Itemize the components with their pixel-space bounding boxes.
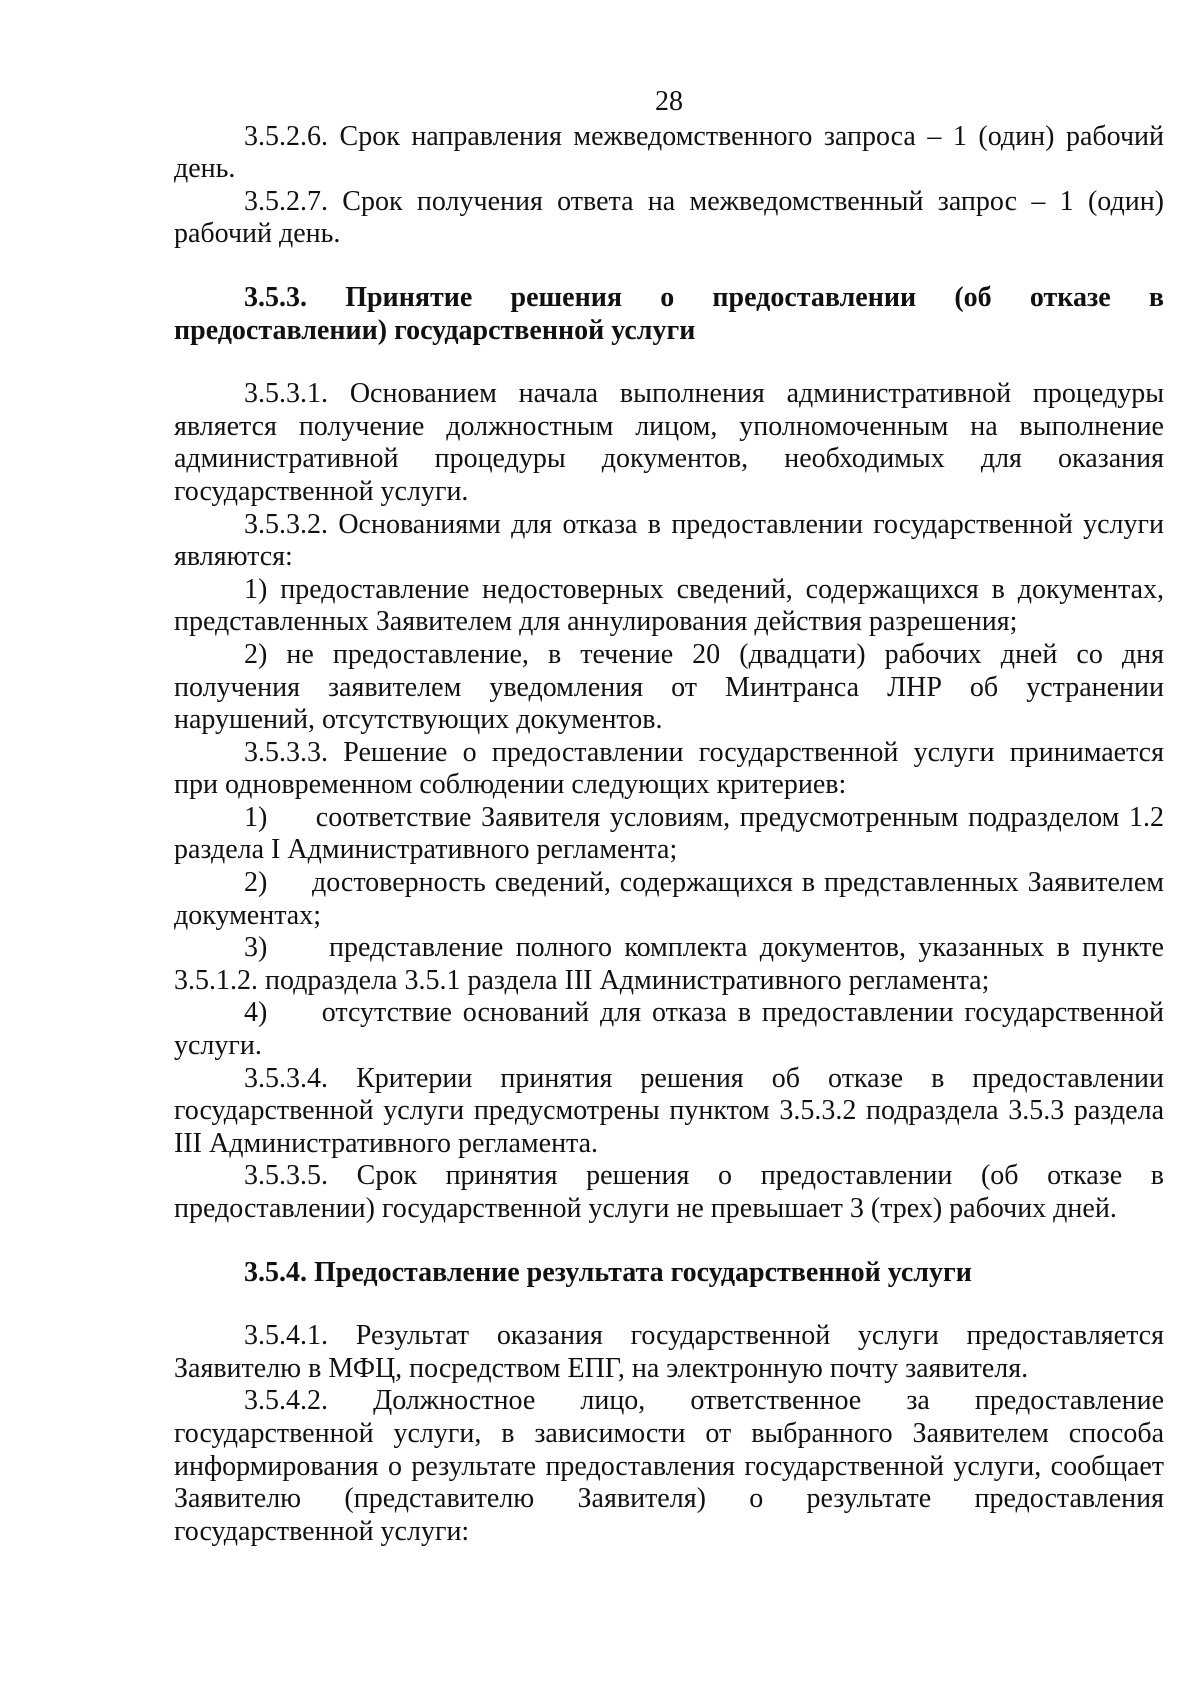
list-item-criteria-2: 2) достоверность сведений, содержащихся в представленных Заявителем документах; (174, 867, 1171, 931)
page-number: 28 (655, 86, 683, 117)
paragraph-3-5-4-1: 3.5.4.1. Результат оказания государственной услуги предоставляется Заявителю в МФЦ, посредством ЕПГ, на электронную почту заявителя. (174, 1320, 1164, 1384)
paragraph-3-5-3-4: 3.5.3.4. Критерии принятия решения об отказе в предоставлении государственной услуги предусмотрены пунктом 3.5.3.2 подраздела 3.5.3 раздела III Административного регламента. (174, 1062, 1164, 1159)
spacer (174, 1226, 1164, 1257)
paragraph-3-5-3-3: 3.5.3.3. Решение о предоставлении государственной услуги принимается при одновременном соблюдении следующих критериев: (174, 736, 1164, 801)
paragraph-3-5-3-1: 3.5.3.1. Основанием начала выполнения административной процедуры является получение должностным лицом, уполномоченным на выполнение административной процедуры документов, необходимых для оказания государственной услуги. (174, 378, 1164, 507)
paragraph-3-5-3-5: 3.5.3.5. Срок принятия решения о предоставлении (об отказе в предоставлении) государственной услуги не превышает 3 (трех) рабочих дней. (174, 1160, 1164, 1224)
list-item-criteria-4: 4) отсутствие оснований для отказа в предоставлении государственной услуги. (174, 997, 1171, 1062)
list-item-criteria-1: 1) соответствие Заявителя условиям, предусмотренным подразделом 1.2 раздела I Административного регламента; (174, 801, 1171, 866)
section-heading-3-5-3: 3.5.3. Принятие решения о предоставлении (об отказе в предоставлении) государственной услуги (174, 281, 1164, 346)
paragraph-3-5-3-2: 3.5.3.2. Основаниями для отказа в предоставлении государственной услуги являются: (174, 508, 1164, 573)
document-page (174, 86, 1171, 1548)
spacer (174, 251, 1164, 282)
paragraph-3-5-2-7: 3.5.2.7. Срок получения ответа на межведомственный запрос – 1 (один) рабочий день. (174, 185, 1164, 250)
list-item-refusal-1: 1) предоставление недостоверных сведений, содержащихся в документах, представленных Заявителем для аннулирования действия разрешения; (174, 573, 1164, 638)
spacer (174, 1289, 1164, 1320)
list-item-criteria-3: 3) представление полного комплекта документов, указанных в пункте 3.5.1.2. подраздела 3.5.1 раздела III Административного регламента; (174, 932, 1171, 996)
paragraph-3-5-4-2: 3.5.4.2. Должностное лицо, ответственное за предоставление государственной услуги, в зависимости от выбранного Заявителем способа информирования о результате предоставления государственной услуги, сообщает Заявителю (представителю Заявителя) о результате предоставления государственной услуги: (174, 1385, 1164, 1547)
paragraph-3-5-2-6: 3.5.2.6. Срок направления межведомственного запроса – 1 (один) рабочий день. (174, 120, 1164, 185)
list-item-refusal-2: 2) не предоставление, в течение 20 (двадцати) рабочих дней со дня получения заявителем уведомления от Минтранса ЛНР об устранении нарушений, отсутствующих документов. (174, 638, 1164, 736)
section-heading-3-5-4: 3.5.4. Предоставление результата государственной услуги (244, 1256, 972, 1288)
spacer (174, 347, 1164, 378)
